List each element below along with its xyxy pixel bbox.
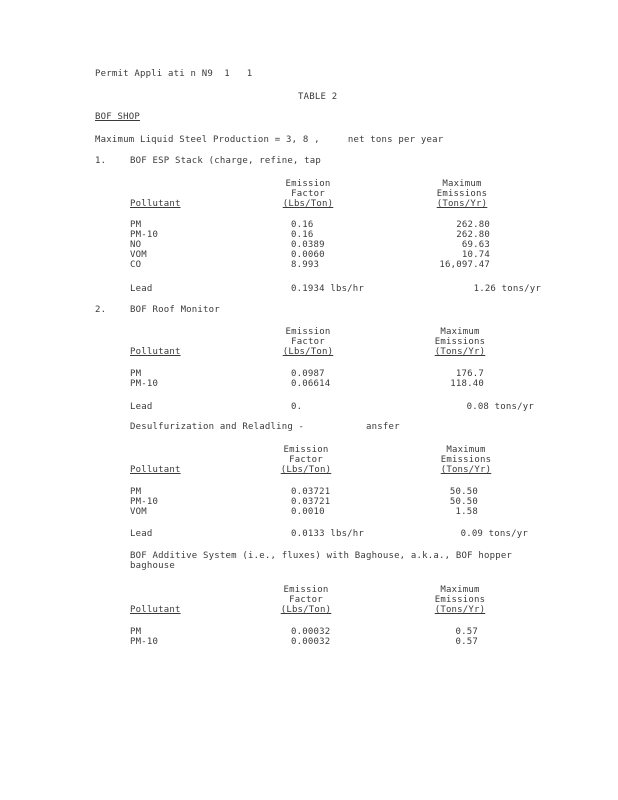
s2-hdr-pollutant: Pollutant [130,347,181,357]
s3-hdr-factor: Factor [289,455,323,465]
table-row-pollutant: PM-10 [130,637,159,647]
lead-factor: 0. [291,402,303,412]
s4-hdr-pollutant: Pollutant [130,605,181,615]
lead-factor: 0.0133 lbs/hr [291,529,365,539]
table-row-pollutant: PM [130,369,142,379]
s1-hdr-pollutant: Pollutant [130,199,181,209]
lead-factor: 0.1934 lbs/hr [291,284,365,294]
table-row-factor: 0.0987 [291,369,325,379]
s4-hdr-lbs-ton: (Lbs/Ton) [280,605,332,615]
s3-hdr-emissions: Emissions [440,455,492,465]
s3-hdr-lbs-ton: (Lbs/Ton) [280,465,332,475]
table-row-pollutant: PM [130,627,142,637]
table-row-emissions: 69.63 [461,240,490,250]
table-row-pollutant: PM [130,220,142,230]
section-2-number: 2. [95,305,107,315]
production-line: Maximum Liquid Steel Production = 3, 8 , net tons per year [95,135,444,145]
s3-hdr-maximum: Maximum [446,445,486,455]
s2-hdr-lbs-ton: (Lbs/Ton) [282,347,334,357]
lead-label: Lead [130,529,153,539]
lead-label: Lead [130,284,153,294]
permit-application-line: Permit Appli ati n N9 1 1 [95,69,253,79]
section-4-title-line1: BOF Additive System (i.e., fluxes) with Baghouse, a.k.a., BOF hopper [130,551,513,561]
s1-hdr-emissions: Emissions [436,189,488,199]
s4-hdr-emission: Emission [283,585,329,595]
table-row-pollutant: VOM [130,507,147,517]
table-row-pollutant: CO [130,260,142,270]
s1-hdr-maximum: Maximum [442,179,482,189]
lead-emissions: 1.26 tons/yr [473,284,541,294]
s2-hdr-factor: Factor [291,337,325,347]
table-row-emissions: 50.50 [449,497,478,507]
table-row-factor: 8.993 [291,260,320,270]
s4-hdr-tons-yr: (Tons/Yr) [434,605,486,615]
table-row-pollutant: PM-10 [130,379,159,389]
section-1-number: 1. [95,156,107,166]
section-1-title: BOF ESP Stack (charge, refine, tap [130,156,322,166]
section-2-title: BOF Roof Monitor [130,305,220,315]
table-row-factor: 0.16 [291,230,314,240]
s1-hdr-lbs-ton: (Lbs/Ton) [282,199,334,209]
lead-emissions: 0.09 tons/yr [460,529,528,539]
s1-hdr-tons-yr: (Tons/Yr) [436,199,488,209]
lead-label: Lead [130,402,153,412]
table-row-emissions: 16,097.47 [439,260,490,270]
s3-hdr-tons-yr: (Tons/Yr) [440,465,492,475]
table-row-emissions: 176.7 [455,369,484,379]
s3-hdr-emission: Emission [283,445,329,455]
lead-emissions: 0.08 tons/yr [466,402,534,412]
s1-hdr-factor: Factor [291,189,325,199]
table-row-factor: 0.03721 [291,487,331,497]
table-row-emissions: 0.57 [455,637,478,647]
table-row-emissions: 262.80 [456,220,490,230]
s4-hdr-factor: Factor [289,595,323,605]
table-row-emissions: 118.40 [450,379,484,389]
table-row-factor: 0.0010 [291,507,325,517]
table-row-factor: 0.06614 [291,379,331,389]
table-row-pollutant: VOM [130,250,147,260]
table-row-factor: 0.03721 [291,497,331,507]
table-row-emissions: 1.58 [455,507,478,517]
table-row-emissions: 262.80 [456,230,490,240]
table-row-pollutant: NO [130,240,142,250]
table-row-factor: 0.0389 [291,240,325,250]
s2-hdr-tons-yr: (Tons/Yr) [434,347,486,357]
table-row-emissions: 50.50 [449,487,478,497]
table-row-factor: 0.00032 [291,627,331,637]
s2-hdr-maximum: Maximum [440,327,480,337]
table-row-factor: 0.16 [291,220,314,230]
table-row-emissions: 10.74 [461,250,490,260]
s1-hdr-emission: Emission [285,179,331,189]
s3-hdr-pollutant: Pollutant [130,465,181,475]
s4-hdr-emissions: Emissions [434,595,486,605]
table-row-emissions: 0.57 [455,627,478,637]
s2-hdr-emission: Emission [285,327,331,337]
table-row-pollutant: PM-10 [130,230,159,240]
table-row-pollutant: PM-10 [130,497,159,507]
table-row-pollutant: PM [130,487,142,497]
section-4-title-line2: baghouse [130,561,175,571]
s2-hdr-emissions: Emissions [434,337,486,347]
table-row-factor: 0.0060 [291,250,325,260]
table-title: TABLE 2 [298,92,338,102]
table-row-factor: 0.00032 [291,637,331,647]
shop-name: BOF SHOP [95,112,140,122]
s4-hdr-maximum: Maximum [440,585,480,595]
section-3-title: Desulfurization and Reladling - ansfer [130,422,400,432]
